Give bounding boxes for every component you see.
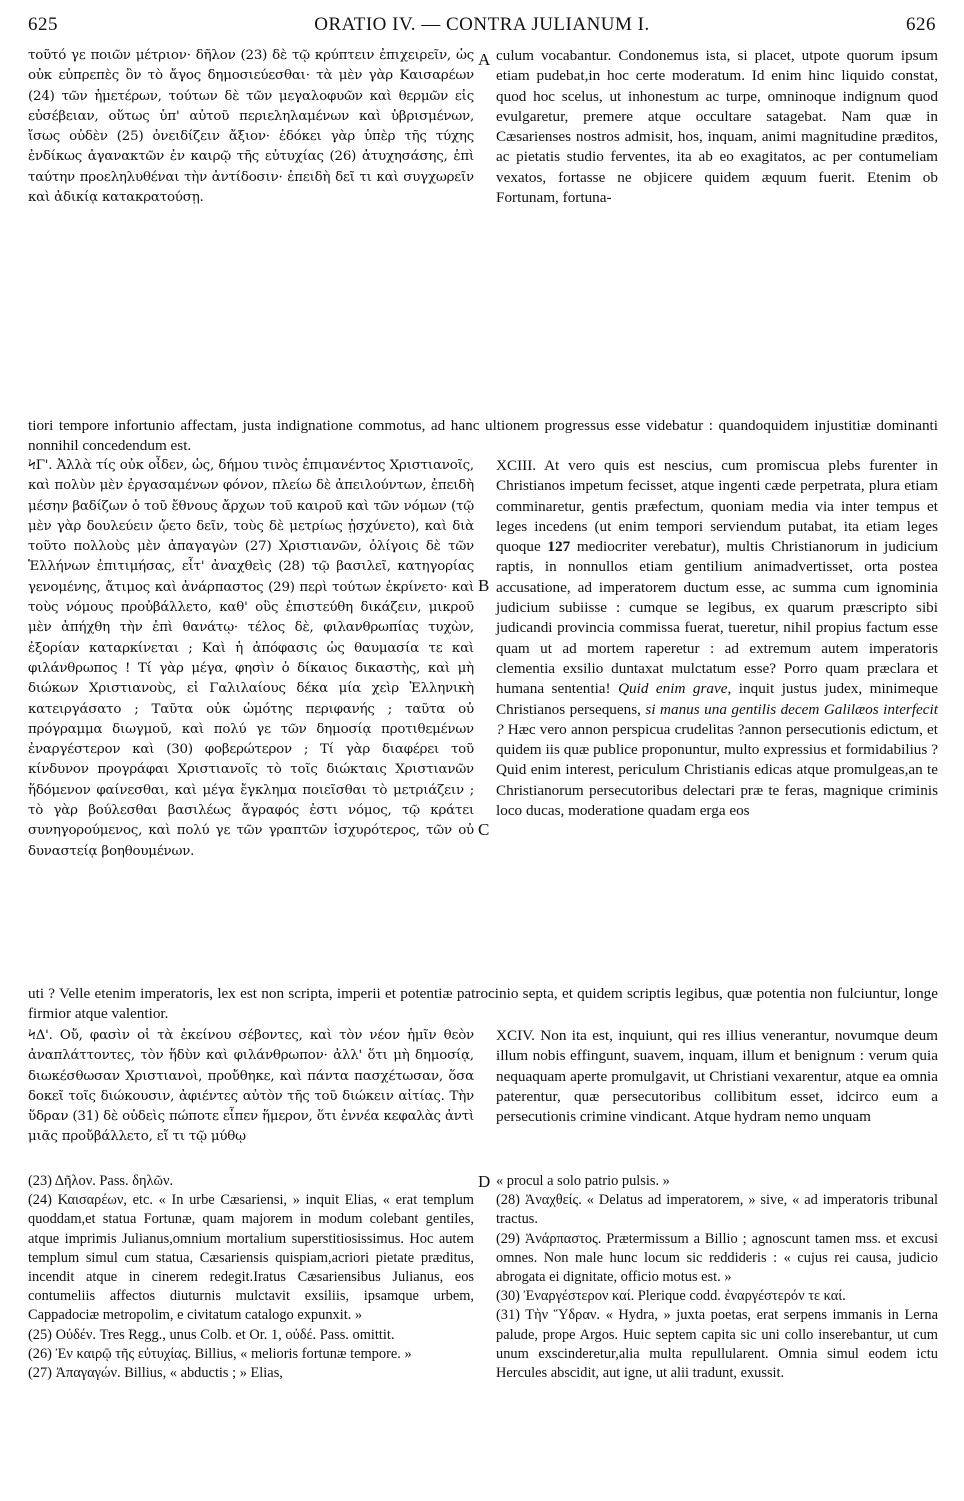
footnotes-left <box>28 1172 474 1383</box>
margin-marker-c: C <box>478 820 490 839</box>
full-width-line-section-2: uti ? Velle etenim imperatoris, lex est non scripta, imperii et potentiæ patrocinio septa, et quidem scriptis legibus, quæ potentia non fulciuntur, longe firmior atque valentior. <box>28 985 938 1023</box>
footnote: (26) Ἐν καιρῷ τῆς εὐτυχίας. Billius, « melioris fortunæ tempore. » <box>28 1345 412 1362</box>
greek-column-section-1 <box>28 46 474 208</box>
footnote: (30) Ἐναργέστερον καί. Plerique codd. ἐναργέστερόν τε καί. <box>496 1288 846 1305</box>
latin-paragraph <box>496 456 938 821</box>
latin-text: XCIII. At vero quis est nescius, cum promiscua plebs furenter in Christianos impetum fecisset, atque ingenti cæde perpetrata, plura etiam comminaretur, gentis præfectum, quoniam media via inter tempus et leges incedens (ut enim tempori serviendum putabat, ita etiam leges quoque <box>496 457 938 556</box>
footnote: (23) Δῆλον. Pass. δηλῶν. <box>28 1173 174 1189</box>
page-number-right: 626 <box>906 14 936 35</box>
latin-text: inquit justus judex, minimeque Christianos persequens, <box>496 680 938 718</box>
footnotes-right <box>496 1172 938 1383</box>
greek-column-section-2 <box>28 456 474 862</box>
italic-quote: Quid enim grave, <box>618 680 732 698</box>
bold-page-number: 127 <box>547 538 571 556</box>
footnote: (24) Καισαρέων, etc. « In urbe Cæsariensi, » inquit Elias, « erat templum quoddam,et statua Fortunæ, quam majorem in modum colebant gentiles, atque imprimis Julianus,omnium mortalium superstitiosissimus. Hoc autem templum simul cum statua, Cæsariensis quispiam,acriori pietate præditus, incendit atque in cinerem redegit.Iratus Cæsariensibus Julianus, eos contumeliis affectos diuturnis mulctavit exsiliis, ipsamque urbem, Cappadociæ metropolim, e civitatum catalogo expunxit. » <box>28 1192 474 1324</box>
page-title: ORATIO IV. — CONTRA JULIANUM I. <box>314 14 650 35</box>
footnote: (29) Ἀνάρπαστος. Prætermissum a Billio ; agnoscunt tamen mss. et excusi omnes. Non male hunc locum sic reddideris : « cujus rei causa, judicio abrogata ei dignitate, officio motus est. » <box>496 1230 938 1286</box>
full-width-line-section-1: tiori tempore infortunio affectam, justa indignatione commotus, ad hanc ultionem progressus esse videbatur : quandoquidem injustitiæ dominanti nonnihil concedendum est. <box>28 417 938 455</box>
footnote: « procul a solo patrio pulsis. » <box>496 1173 670 1189</box>
latin-column-section-2 <box>496 456 938 821</box>
latin-paragraph: culum vocabantur. Condonemus ista, si placet, utpote quorum ipsum etiam pudebat,in hoc certe moderatum. Id enim hinc liquido constat, quod hoc scelus, ut inhonestum ac turpe, omninoque indignum quod evulgaretur, premere atque occultare satagebat. Nam quæ in Cæsarienses nostros admisit, hos, inquam, animi magnitudine præditos, ac pietatis studio ferventes, ita ab eo exagitatos, ac per contumeliam vexatos, fortasse ne objicere quidem æquum fuerit. Etenim ob Fortunam, fortuna- <box>496 47 938 207</box>
greek-paragraph: τοῦτό γε ποιῶν μέτριον· δῆλον (23) δὲ τῷ κρύπτειν ἐπιχειρεῖν, ὡς οὐκ εὐπρεπὲς ὂν τὸ ἄγος δημοσιεύεσθαι· τὰ μὲν γὰρ Καισαρέων (24) τῶν ἡμετέρων, τούτων δὲ τῶν μεγαλοφυῶν καὶ θερμῶν εἰς εὐσέβειαν, οὕτως ὑπ' αὐτοῦ περιεληλαμένων καὶ ὑβρισμένων, ἴσως οὐδὲν (25) ὀνειδίζειν ἄξιον· ἐδόκει γὰρ ὑπὲρ τῆς τύχης ἐνδίκως ἀγανακτῶν ἐν καιρῷ τῆς εὐτυχίας (26) ἀτυχησάσης, ἐπὶ ταύτην προεληλυθέναι τὴν ἀντίδοσιν· ἐπειδὴ δεῖ τι καὶ συγχωρεῖν καὶ ἀδικίᾳ κατακρατούσῃ. <box>28 48 474 206</box>
running-header <box>28 14 936 44</box>
page-number-left: 625 <box>28 14 58 35</box>
footnote: (25) Οὐδέν. Tres Regg., unus Colb. et Or. 1, οὐδέ. Pass. omittit. <box>28 1326 395 1343</box>
margin-marker-d: D <box>478 1172 491 1191</box>
greek-paragraph: ϞΓ'. Ἀλλὰ τίς οὐκ οἶδεν, ὡς, δήμου τινὸς ἐπιμανέντος Χριστιανοῖς, καὶ πολὺν μὲν ἐργασαμένων φόνον, πλείω δὲ ἀπειλούντων, ἐπειδὴ μέσην βαδίζων ὁ τοῦ ἔθνους ἄρχων τοῦ καιροῦ καὶ τῶν νόμων (τῷ μὲν γὰρ δουλεύειν ᾤετο δεῖν, τοὺς δὲ μετρίως ᾐσχύνετο), καὶ διὰ τοῦτο πολλοὺς μὲν ἀπαγαγὼν (27) Χριστιανῶν, ὀλίγοις δὲ τῶν Ἑλλήνων ἐπιτιμήσας, εἶτ' ἀναχθεὶς (28) τῷ βασιλεῖ, κατηγορίας γενομένης, ἄτιμος καὶ ἀνάρπαστος (29) περὶ τούτων ἐκρίνετο· καὶ τοὺς νόμους προὐβάλλετο, καθ' οὓς ἐπιστεύθη δικάζειν, μικροῦ μὲν ἀπήχθη τὴν ἐπὶ θανάτῳ· τέλος δὲ, φιλανθρωπίας τυχὼν, ἐξορίαν καταρκίνεται ; Καὶ ἡ ἀπόφασις ὡς θαυμασία τε καὶ φιλάνθρωπος ! Τί γὰρ μέγα, φησὶν ὁ δίκαιος δικαστὴς, καὶ μὴ διώκων Χριστιανοὺς, εἰ Γαλιλαίους δέκα μία χεὶρ Ἑλληνικὴ κατειργάσατο ; Ταῦτα οὐκ ὠμότης περιφανής ; ταῦτα οὐ πρόγραμμα διωγμοῦ, καὶ πολύ γε τῶν δημοσίᾳ προτιθεμένων ἐναργέστερον καὶ (30) φοβερώτερον ; Τί γὰρ διαφέρει τοῦ κίνδυνον προγράφαι Χριστιανοῖς τὸ τοῖς διώκταις Χριστιανῶν ἥδόμενον φαίνεσθαι, καὶ μέγα ἔγκλημα ποιεῖσθαι τὸ μετριάζειν ; τὸ γὰρ βούλεσθαι βασιλέως ἄγραφός ἐστι νόμος, τῷ κράτει συνηγορούμενος, καὶ πολύ γε τῶν γραπτῶν ἰσχυρότερος, τῶν οὐ δυναστείᾳ βοηθουμένων. <box>28 458 474 859</box>
italic-quote: si manus una gentilis decem Galilæos interfecit ? <box>496 700 938 738</box>
footnote: (28) Ἀναχθείς. « Delatus ad imperatorem, » sive, « ad imperatoris tribunal tractus. <box>496 1192 938 1228</box>
greek-column-section-3 <box>28 1026 474 1148</box>
latin-column-section-1 <box>496 46 938 208</box>
footnote: (27) Ἀπαγαγών. Billius, « abductis ; » Elias, <box>28 1365 283 1382</box>
footnote: (31) Τὴν Ὕδραν. « Hydra, » juxta poetas, erat serpens immanis in Lerna palude, prope Argos. Huic septem capita sic uni collo inserebantur, ut cum unum exscinderetur,alia multa repullularent. Omnia simul eodem ictu Hercules abscidit, aut igne, ut alii tradunt, exussit. <box>496 1307 938 1382</box>
greek-paragraph: ϞΔ'. Οὔ, φασὶν οἱ τὰ ἐκείνου σέβοντες, καὶ τὸν νέον ἡμῖν θεὸν ἀναπλάττοντες, τὸν ἥδὺν καὶ φιλάνθρωπον· ἀλλ' ὅτι μὴ δημοσίᾳ, διωκέσθωσαν Χριστιανοὶ, προὔθηκε, καὶ πάντα πασχέτωσαν, ὅσα δοκεῖ τοῖς διώκουσιν, ἀφιέντες αὐτὸν τῆς τοῦ διώκειν αἰτίας. Τὴν ὕδραν (31) δὲ οὐδεὶς πώποτε εἶπεν ἥμερον, ὅτι ἐννέα κεφαλὰς ἀντὶ μιᾶς προὔβάλλετο, εἴ τι τῷ μύθῳ <box>28 1028 474 1145</box>
margin-marker-a: A <box>478 50 491 69</box>
latin-paragraph: XCIV. Non ita est, inquiunt, qui res illius venerantur, novumque deum illum nobis effingunt, suavem, inquam, illum et benignum : verum quia nequaquam aperte promulgavit, ut Christiani vexarentur, atque ea omnia paterentur, quæ persecutoribus collibitum esset, idcirco eum a persecutionis crimine vindicant. Atque hydram nemo unquam <box>496 1027 938 1126</box>
latin-text: mediocriter verebatur), multis Christianorum in judicium raptis, in nonnullos etiam gentilium animadvertisset, orta postea accusatione, ad imperatorem ductum esse, ac summa cum ignominia judicium subiisse : cumque se legibus, ex quarum præscripto sibi judicandi provincia commissa fuerat, tueretur, nihil propius factum esse quam ut ad mortem raperetur : ad extremum autem imperatoris clementia exsilio duntaxat mulctatum esse? Porro quam præclara et humana sententia! <box>496 538 939 698</box>
latin-column-section-3 <box>496 1026 938 1127</box>
margin-marker-b: B <box>478 576 490 595</box>
latin-text: Hæc vero annon perspicua crudelitas ?annon persecutionis edictum, et quidem iis quæ publice proponuntur, multo expressius et formidabilius ? Quid enim interest, periculum Christianis edicas atque promulgeas,an te Christianorum persecutoribus delectari præ te feras, magnique criminis loco ducas, moderatione quadam erga eos <box>496 720 938 820</box>
